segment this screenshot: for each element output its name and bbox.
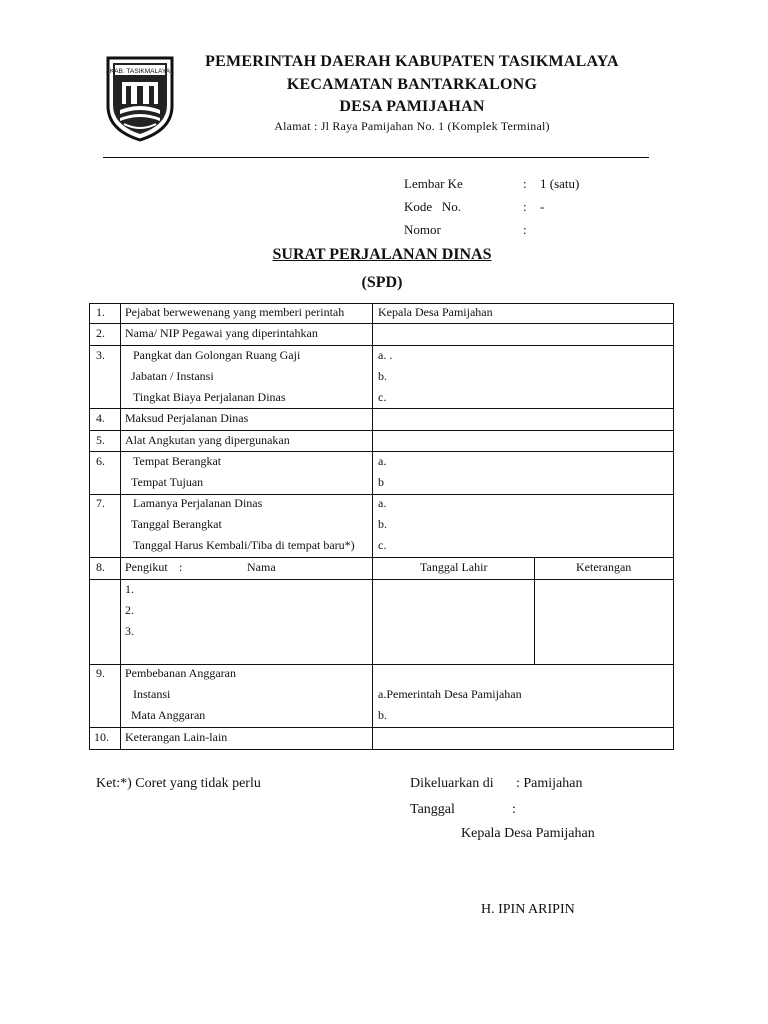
header-district: KECAMATAN BANTARKALONG xyxy=(286,76,538,93)
row-number: 2. xyxy=(96,326,105,340)
row-value-a: a. . xyxy=(378,348,393,362)
meta-code-value: - xyxy=(540,199,545,214)
header-address: Alamat : Jl Raya Pamijahan No. 1 (Komplek Terminal) xyxy=(274,119,550,133)
table-rule xyxy=(372,303,373,750)
companions-colon: : xyxy=(179,560,183,574)
table-rule xyxy=(89,451,674,452)
signer-name: H. IPIN ARIPIN xyxy=(481,902,575,917)
table-rule xyxy=(89,408,674,409)
row-label-budget-account: Mata Anggaran xyxy=(131,708,206,722)
row-value-a: a. xyxy=(378,496,387,510)
signer-title: Kepala Desa Pamijahan xyxy=(461,826,595,841)
row-number: 5. xyxy=(96,433,105,447)
row-label-departure-date: Tanggal Berangkat xyxy=(131,517,222,531)
row-label-departure-place: Tempat Berangkat xyxy=(133,454,222,468)
row-number: 9. xyxy=(96,666,105,680)
document-subtitle: (SPD) xyxy=(361,274,403,291)
issued-at-label: Dikeluarkan di xyxy=(410,776,494,791)
row-label-transport: Alat Angkutan yang dipergunakan xyxy=(125,433,290,447)
row-label-travel-duration: Lamanya Perjalanan Dinas xyxy=(133,496,263,510)
row-value-b: b. xyxy=(378,369,387,383)
column-header-birth-date: Tanggal Lahir xyxy=(420,560,488,574)
row-label-agency: Instansi xyxy=(133,687,171,701)
table-rule xyxy=(89,579,674,580)
table-rule xyxy=(89,430,674,431)
row-value-a: a. xyxy=(378,454,387,468)
spd-form-table xyxy=(89,303,674,750)
row-label-companions: Pengikut xyxy=(125,560,168,574)
header-village: DESA PAMIJAHAN xyxy=(339,98,485,115)
row-label-other-notes: Keterangan Lain-lain xyxy=(125,730,228,744)
table-rule xyxy=(89,494,674,495)
column-header-name: Nama xyxy=(247,560,276,574)
row-label-budget-charge: Pembebanan Anggaran xyxy=(125,666,236,680)
row-label-travel-purpose: Maksud Perjalanan Dinas xyxy=(125,411,249,425)
row-label-rank-grade: Pangkat dan Golongan Ruang Gaji xyxy=(133,348,301,362)
date-label: Tanggal xyxy=(410,802,455,817)
meta-sheet-colon: : xyxy=(523,176,527,191)
table-rule xyxy=(89,727,674,728)
row-number: 6. xyxy=(96,454,105,468)
row-label-return-date: Tanggal Harus Kembali/Tiba di tempat baru*) xyxy=(133,538,355,552)
row-value-b: b xyxy=(378,475,384,489)
row-value-b: b. xyxy=(378,517,387,531)
row-value-b: b. xyxy=(378,708,387,722)
row-value-a: a.Pemerintah Desa Pamijahan xyxy=(378,687,522,701)
table-rule xyxy=(673,303,674,750)
header-divider xyxy=(103,157,649,158)
row-number: 1. xyxy=(96,305,105,319)
table-rule xyxy=(120,303,121,750)
table-rule xyxy=(89,323,674,324)
row-label-travel-cost-level: Tingkat Biaya Perjalanan Dinas xyxy=(133,390,286,404)
row-label-destination: Tempat Tujuan xyxy=(131,475,204,489)
emblem-text: KAB. TASIKMALAYA xyxy=(109,68,171,75)
header-government: PEMERINTAH DAERAH KABUPATEN TASIKMALAYA xyxy=(205,53,619,70)
row-label-position: Jabatan / Instansi xyxy=(131,369,214,383)
row-number: 3. xyxy=(96,348,105,362)
table-rule xyxy=(89,749,674,750)
meta-sheet-label: Lembar Ke xyxy=(404,176,463,191)
meta-number-label: Nomor xyxy=(404,222,441,237)
row-value-c: c. xyxy=(378,538,387,552)
companion-item: 2. xyxy=(125,603,134,617)
issued-at-value: : Pamijahan xyxy=(516,776,583,791)
table-rule xyxy=(89,345,674,346)
companion-item: 1. xyxy=(125,582,134,596)
row-label-authorizing-official: Pejabat berwewenang yang memberi perintah xyxy=(125,305,345,319)
meta-sheet-value: 1 (satu) xyxy=(540,176,580,191)
row-value-c: c. xyxy=(378,390,387,404)
column-header-notes: Keterangan xyxy=(576,560,632,574)
row-number: 4. xyxy=(96,411,105,425)
meta-code-colon: : xyxy=(523,199,527,214)
meta-code-label: Kode No. xyxy=(404,199,462,214)
row-number: 7. xyxy=(96,496,105,510)
meta-number-colon: : xyxy=(523,222,527,237)
table-rule xyxy=(89,664,674,665)
document-title xyxy=(0,246,764,264)
row-number: 10. xyxy=(94,730,109,744)
table-rule xyxy=(89,557,674,558)
table-rule xyxy=(534,557,535,664)
table-rule xyxy=(89,303,674,304)
footnote: Ket:*) Coret yang tidak perlu xyxy=(96,776,261,791)
row-label-employee-name: Nama/ NIP Pegawai yang diperintahkan xyxy=(125,326,318,340)
tasikmalaya-regency-emblem xyxy=(104,52,176,142)
row-number: 8. xyxy=(96,560,105,574)
table-rule xyxy=(89,303,90,750)
date-colon: : xyxy=(512,802,516,817)
document-title-text: SURAT PERJALANAN DINAS xyxy=(272,246,492,263)
row-value-authorizing-official: Kepala Desa Pamijahan xyxy=(378,305,493,319)
companion-item: 3. xyxy=(125,624,134,638)
